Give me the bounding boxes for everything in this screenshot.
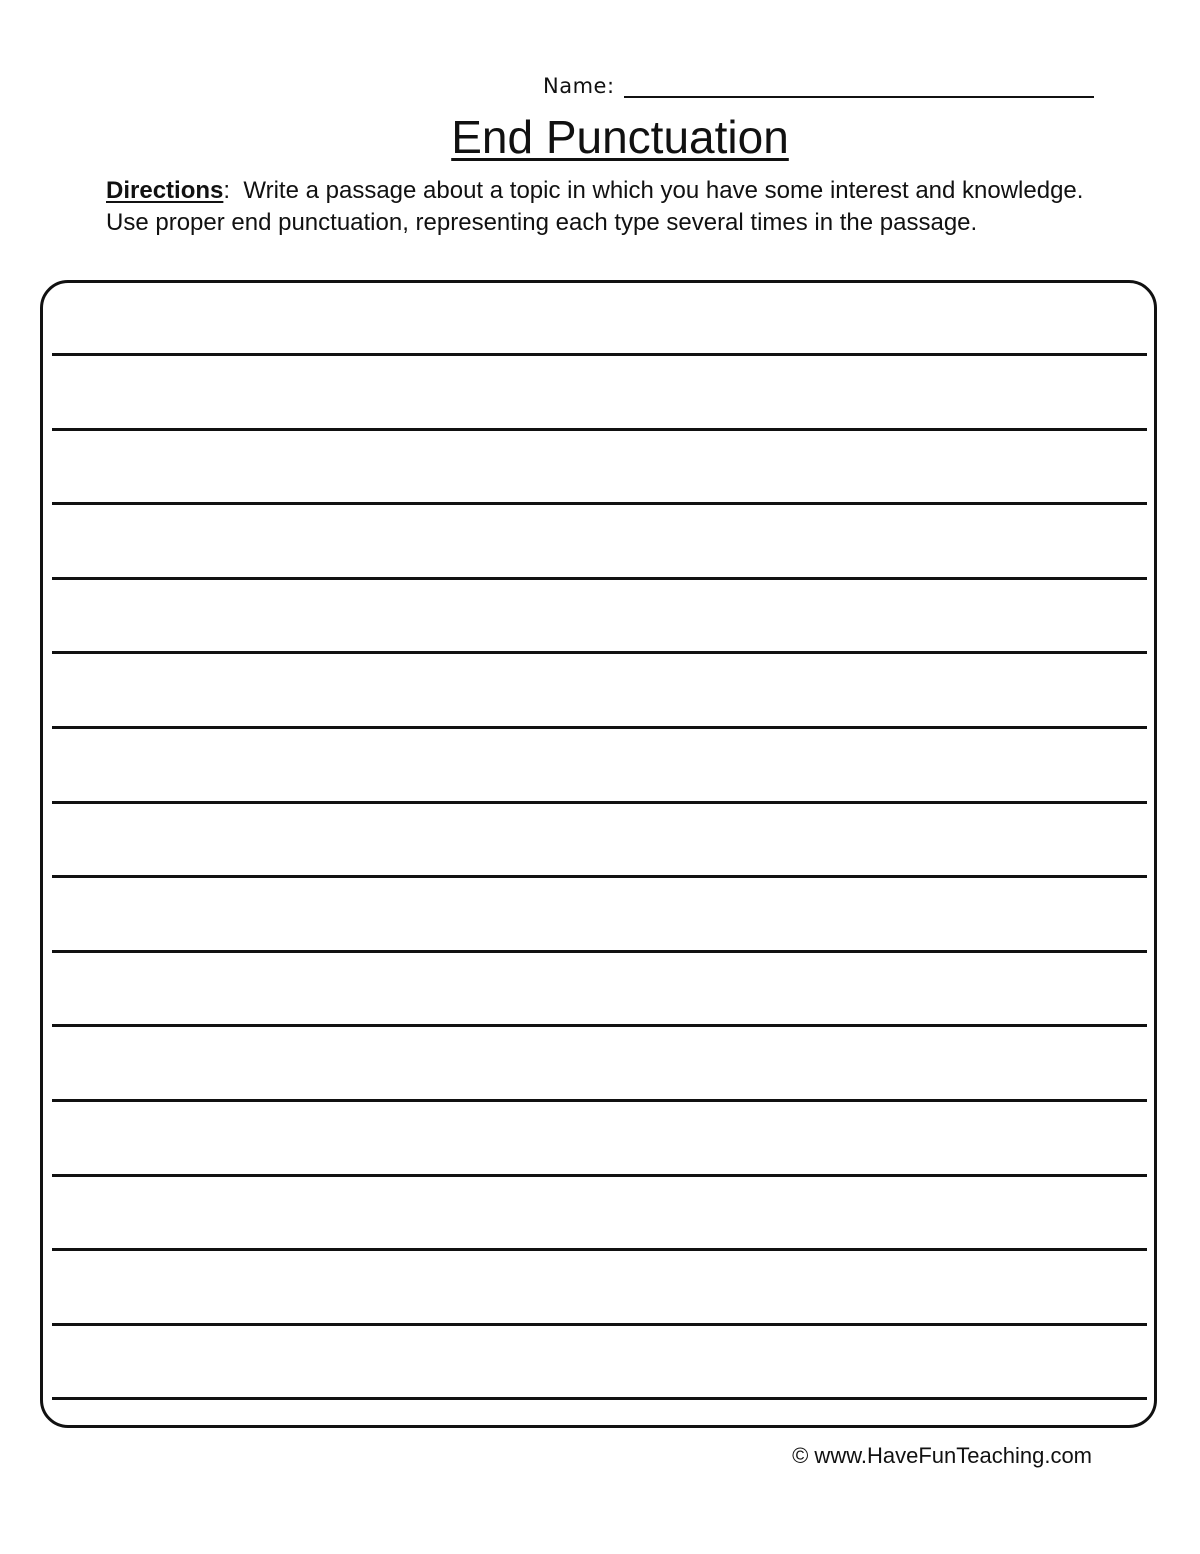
writing-area[interactable] (40, 280, 1157, 1428)
writing-line[interactable] (52, 502, 1147, 505)
name-field (543, 72, 1103, 102)
writing-line[interactable] (52, 1323, 1147, 1326)
writing-line[interactable] (52, 1397, 1147, 1400)
directions-label: Directions (106, 177, 224, 204)
writing-line[interactable] (52, 950, 1147, 953)
copyright-footer: © www.HaveFunTeaching.com (792, 1443, 1092, 1468)
directions (106, 175, 1096, 239)
worksheet-title-text: End Punctuation (451, 111, 789, 163)
name-blank-line[interactable] (624, 96, 1094, 98)
writing-line[interactable] (52, 1174, 1147, 1177)
directions-text: Write a passage about a topic in which you have some interest and knowledge. Use proper end punctuation, representing each type several times in the passage. (106, 177, 1084, 236)
directions-separator: : (223, 177, 231, 204)
writing-line[interactable] (52, 353, 1147, 356)
writing-line[interactable] (52, 1024, 1147, 1027)
writing-line[interactable] (52, 801, 1147, 804)
writing-line[interactable] (52, 1099, 1147, 1102)
writing-line[interactable] (52, 726, 1147, 729)
name-label: Name: (543, 74, 615, 98)
writing-line[interactable] (52, 875, 1147, 878)
writing-line[interactable] (52, 577, 1147, 580)
writing-line[interactable] (52, 1248, 1147, 1251)
writing-line[interactable] (52, 651, 1147, 654)
worksheet-title (0, 108, 1200, 166)
writing-line[interactable] (52, 428, 1147, 431)
